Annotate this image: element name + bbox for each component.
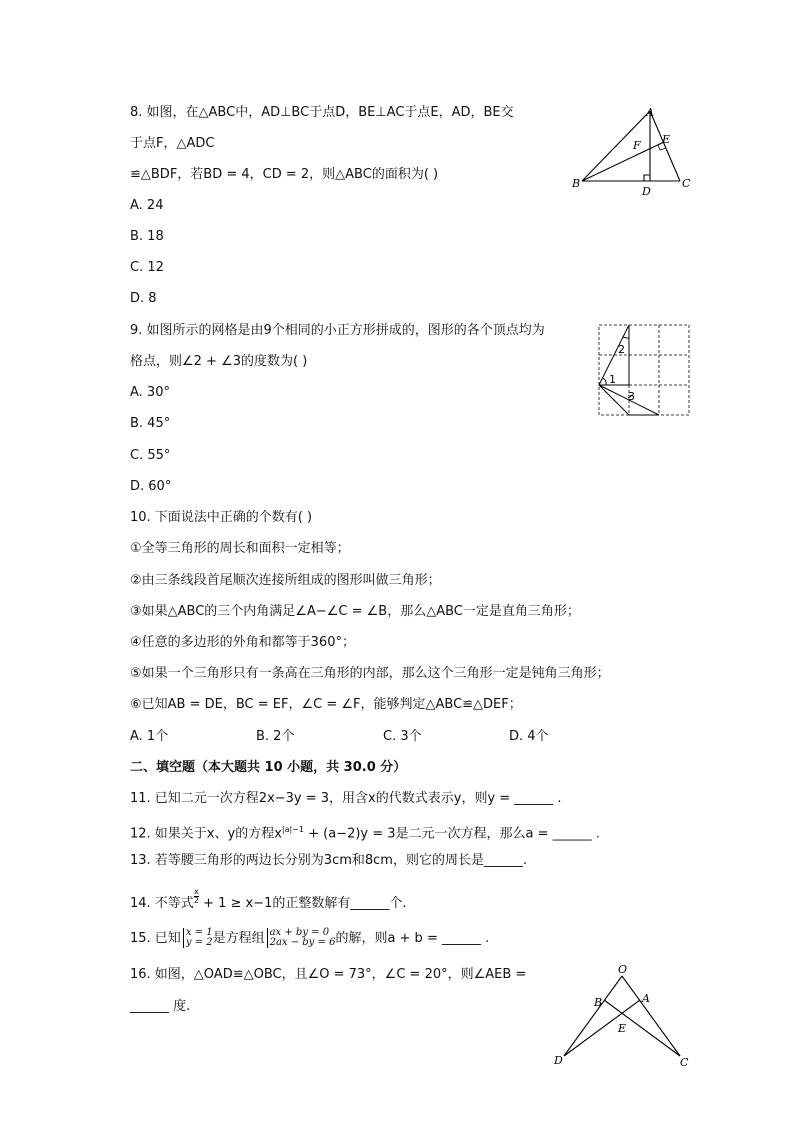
q14-pre: 14. 不等式 — [130, 896, 194, 911]
q16-label-a: A — [642, 992, 650, 1005]
q14-frac-num: x — [193, 887, 199, 896]
q10-item-4: ④任意的多边形的外角和都等于360°； — [130, 635, 355, 650]
q10-item-5: ⑤如果一个三角形只有一条高在三角形的内部，那么这个三角形一定是钝角三角形； — [130, 666, 610, 681]
q15-post: 的解，则a + b = ______ . — [335, 931, 490, 946]
q8-label-e: E — [662, 133, 671, 146]
q10-option-d[interactable]: D. 4个 — [509, 729, 549, 744]
q10-option-a[interactable]: A. 1个 — [130, 729, 169, 744]
q8-label-c: C — [682, 177, 691, 190]
q8-label-d: D — [642, 185, 651, 198]
q10-stem: 10. 下面说法中正确的个数有( ) — [130, 510, 313, 525]
q10-item-6: ⑥已知AB = DE，BC = EF，∠C = ∠F，能够判定△ABC≌△DEF； — [130, 697, 522, 712]
q14-post: + 1 ≥ x−1的正整数解有______个. — [198, 896, 407, 911]
q15-pre: 15. 已知 — [130, 931, 181, 946]
q16-line2: ______ 度. — [130, 999, 191, 1014]
q9-angle-1: 1 — [609, 373, 616, 386]
q8-triangle-figure — [570, 105, 700, 197]
q9-angle-3: 3 — [628, 390, 635, 403]
q13-text: 13. 若等腰三角形的两边长分别为3cm和8cm，则它的周长是______. — [130, 853, 528, 868]
q16-triangles-figure — [550, 962, 700, 1072]
q9-angle-2: 2 — [618, 343, 625, 356]
q16-label-e: E — [618, 1022, 627, 1035]
q12-exponent: |a|−1 — [281, 825, 304, 834]
q10-item-3: ③如果△ABC的三个内角满足∠A−∠C = ∠B，那么△ABC一定是直角三角形； — [130, 604, 580, 619]
q14-frac-den: 2 — [193, 896, 199, 905]
q12-text — [130, 821, 600, 843]
q8-label-b: B — [572, 177, 581, 190]
q9-line2: 格点，则∠2 + ∠3的度数为( ) — [130, 354, 308, 369]
q9-grid-figure — [598, 324, 690, 416]
q15-sol-1: x = 1 — [185, 927, 213, 938]
q8-label-a: A — [646, 106, 654, 119]
section-heading-fill-in: 二、填空题（本大题共 10 小题，共 30.0 分） — [130, 760, 407, 775]
q16-label-b: B — [594, 996, 603, 1009]
q10-item-1: ①全等三角形的周长和面积一定相等； — [130, 541, 350, 556]
q15-eq-2: 2ax − by = 6 — [269, 937, 336, 948]
q9-line1: 9. 如图所示的网格是由9个相同的小正方形拼成的，图形的各个顶点均为 — [130, 323, 545, 338]
q8-label-f: F — [633, 139, 641, 152]
q14-text — [130, 888, 406, 913]
q11-text: 11. 已知二元一次方程2x−3y = 3，用含x的代数式表示y，则y = ______ . — [130, 791, 562, 806]
q16-label-o: O — [618, 963, 628, 976]
q15-solution-system — [183, 928, 213, 948]
q16-label-d: D — [554, 1054, 563, 1067]
q9-option-c[interactable]: C. 55° — [130, 448, 171, 463]
q8-option-c[interactable]: C. 12 — [130, 260, 164, 275]
q9-option-a[interactable]: A. 30° — [130, 385, 170, 400]
q8-option-d[interactable]: D. 8 — [130, 291, 157, 306]
q9-option-b[interactable]: B. 45° — [130, 416, 171, 431]
q12-pre: 12. 如果关于x、y的方程x — [130, 826, 282, 842]
q15-equation-system — [267, 928, 336, 948]
q15-text — [130, 928, 489, 948]
q15-eq-1: ax + by = 0 — [269, 927, 330, 938]
q8-line2: 于点F，△ADC — [130, 136, 215, 151]
q16-label-c: C — [680, 1056, 689, 1069]
q8-option-b[interactable]: B. 18 — [130, 229, 164, 244]
q12-post: + (a−2)y = 3是二元一次方程，那么a = ______ . — [303, 826, 600, 842]
q16-line1: 16. 如图，△OAD≌△OBC，且∠O = 73°，∠C = 20°，则∠AEB = — [130, 967, 527, 982]
q10-item-2: ②由三条线段首尾顺次连接所组成的图形叫做三角形； — [130, 573, 441, 588]
q8-option-a[interactable]: A. 24 — [130, 198, 164, 213]
q9-option-d[interactable]: D. 60° — [130, 479, 172, 494]
q8-line1: 8. 如图，在△ABC中，AD⊥BC于点D，BE⊥AC于点E，AD，BE交 — [130, 105, 514, 120]
q10-option-c[interactable]: C. 3个 — [383, 729, 422, 744]
q15-sol-2: y = 2 — [185, 937, 213, 948]
q10-option-b[interactable]: B. 2个 — [256, 729, 295, 744]
q15-mid: 是方程组 — [212, 931, 265, 946]
q8-line3: ≌△BDF，若BD = 4，CD = 2，则△ABC的面积为( ) — [130, 167, 439, 182]
